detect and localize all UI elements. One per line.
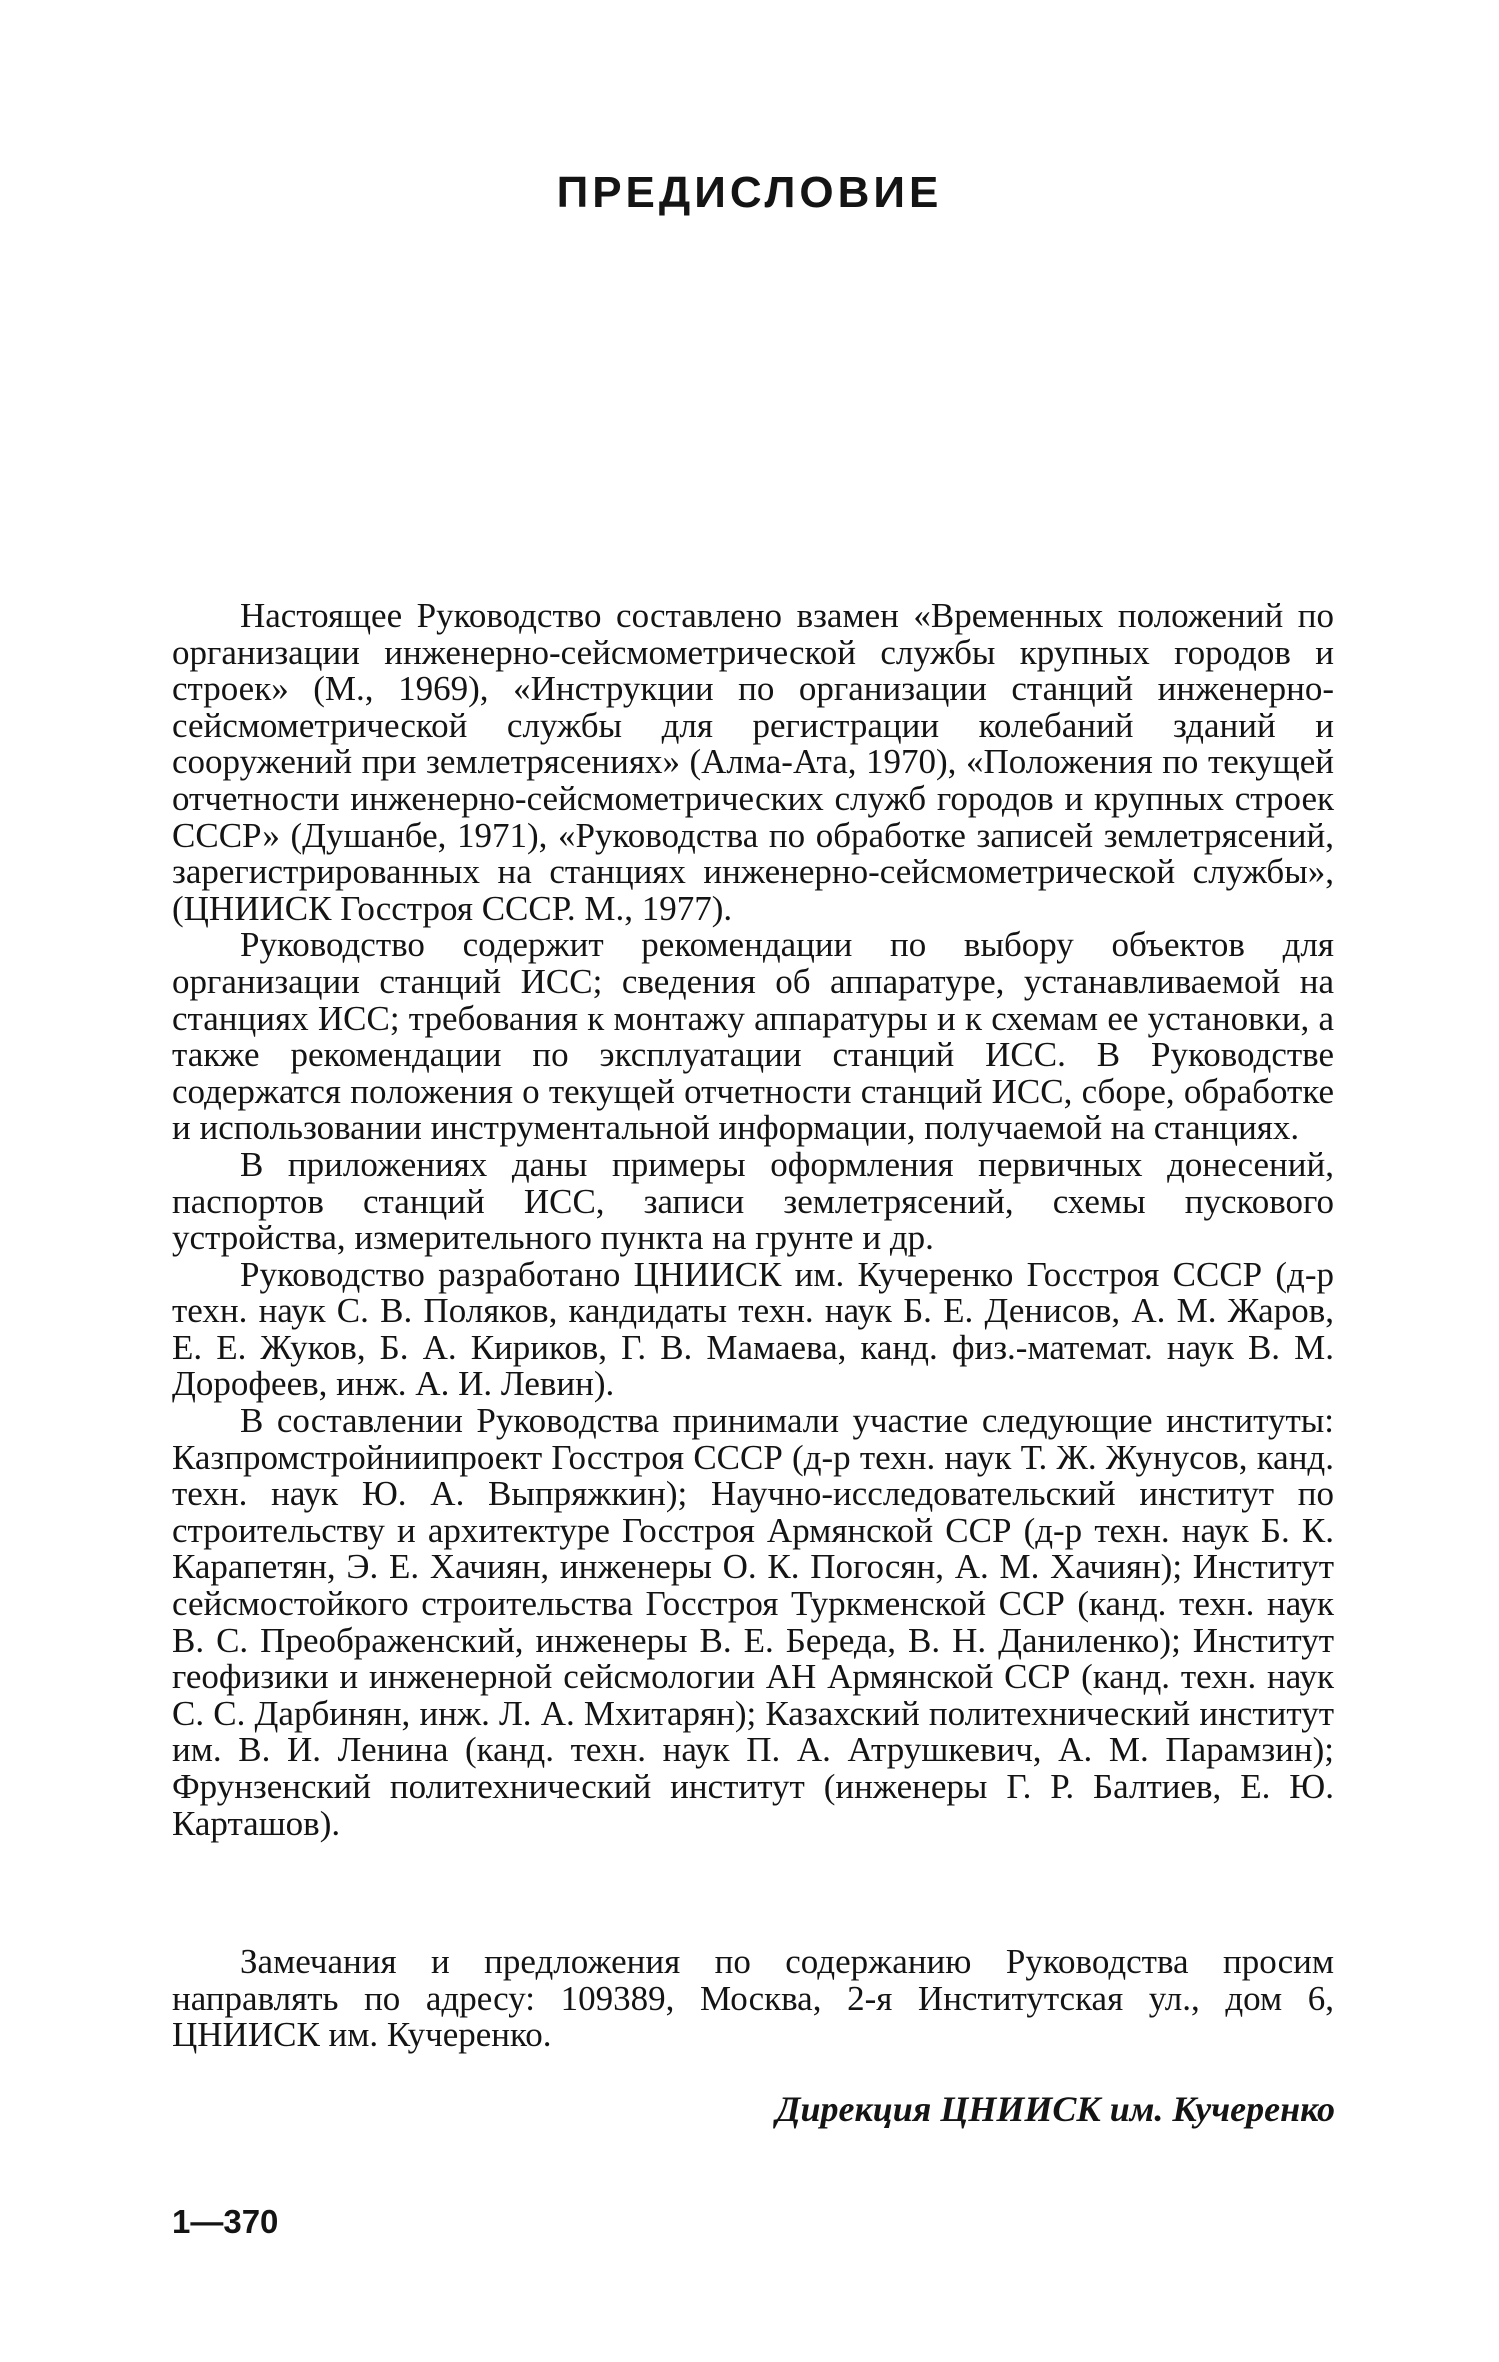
feedback-note: Замечания и предложения по содержанию Руководства просим направлять по адресу: 109389, Москва, 2-я Институтская ул., дом 6, ЦНИИСК им. Кучеренко. bbox=[172, 1942, 1334, 2055]
page-number: 1—370 bbox=[172, 2203, 279, 2240]
paragraph-authors: Руководство разработано ЦНИИСК им. Кучеренко Госстроя СССР (д-р техн. наук С. В. Поляков, кандидаты техн. наук Б. Е. Денисов, А. М. Жаров, Е. Е. Жуков, Б. А. Кириков, Г. В. Мамаева, канд. физ.-математ. наук В. М. Дорофеев, инж. А. И. Левин). bbox=[172, 1254, 1334, 1404]
paragraph-appendices: В приложениях даны примеры оформления первичных донесений, паспортов станций ИСС, записи землетрясений, схемы пускового устройства, измерительного пункта на грунте и др. bbox=[172, 1144, 1334, 1258]
signature: Дирекция ЦНИИСК им. Кучеренко bbox=[775, 2089, 1335, 2129]
paragraph-contents: Руководство содержит рекомендации по выбору объектов для организации станций ИСС; сведения об аппаратуре, устанавливаемой на станциях ИСС; требования к монтажу аппаратуры и к схемам ее установки, а также рекомендации по эксплуатации станций ИСС. В Руководстве содержатся положения о текущей отчетности станций ИСС, сборе, обработке и использовании инструментальной информации, получаемой на станциях. bbox=[172, 925, 1334, 1148]
paragraph-participants: В составлении Руководства принимали участие следующие институты: Казпромстройниипроект Госстроя СССР (д-р техн. наук Т. Ж. Жунусов, канд. техн. наук Ю. А. Выпряжкин); Научно-исследовательский институт по строительству и архитектуре Госстроя Армянской ССР (д-р техн. наук Б. К. Карапетян, Э. Е. Хачиян, инженеры О. К. Погосян, А. М. Хачиян); Институт сейсмостойкого строительства Госстроя Туркменской ССР (канд. техн. наук В. С. Преображенский, инженеры В. Е. Береда, В. Н. Даниленко); Институт геофизики и инженерной сейсмологии АН Армянской ССР (канд. техн. наук С. С. Дарбинян, инж. Л. А. Мхитарян); Казахский политехнический институт им. В. И. Ленина (канд. техн. наук П. А. Атрушкевич, А. М. Парамзин); Фрунзенский политехнический институт (инженеры Г. Р. Балтиев, Е. Ю. Карташов). bbox=[172, 1401, 1334, 1843]
paragraph-replaced-documents: Настоящее Руководство составлено взамен «Временных положений по организации инженерно-сейсмометрической службы крупных городов и строек» (М., 1969), «Инструкции по организации станций инженерно-сейсмометрической службы для регистрации колебаний зданий и сооружений при землетрясениях» (Алма-Ата, 1970), «Положения по текущей отчетности инженерно-сейсмометрических служб городов и крупных строек СССР» (Душанбе, 1971), «Руководства по обработке записей землетрясений, зарегистрированных на станциях инженерно-сейсмометрической службы», (ЦНИИСК Госстроя СССР. М., 1977). bbox=[172, 596, 1334, 928]
feedback-note-block bbox=[172, 1944, 1334, 2054]
page-title: ПРЕДИСЛОВИЕ bbox=[556, 168, 943, 217]
preface-body bbox=[172, 598, 1334, 1842]
